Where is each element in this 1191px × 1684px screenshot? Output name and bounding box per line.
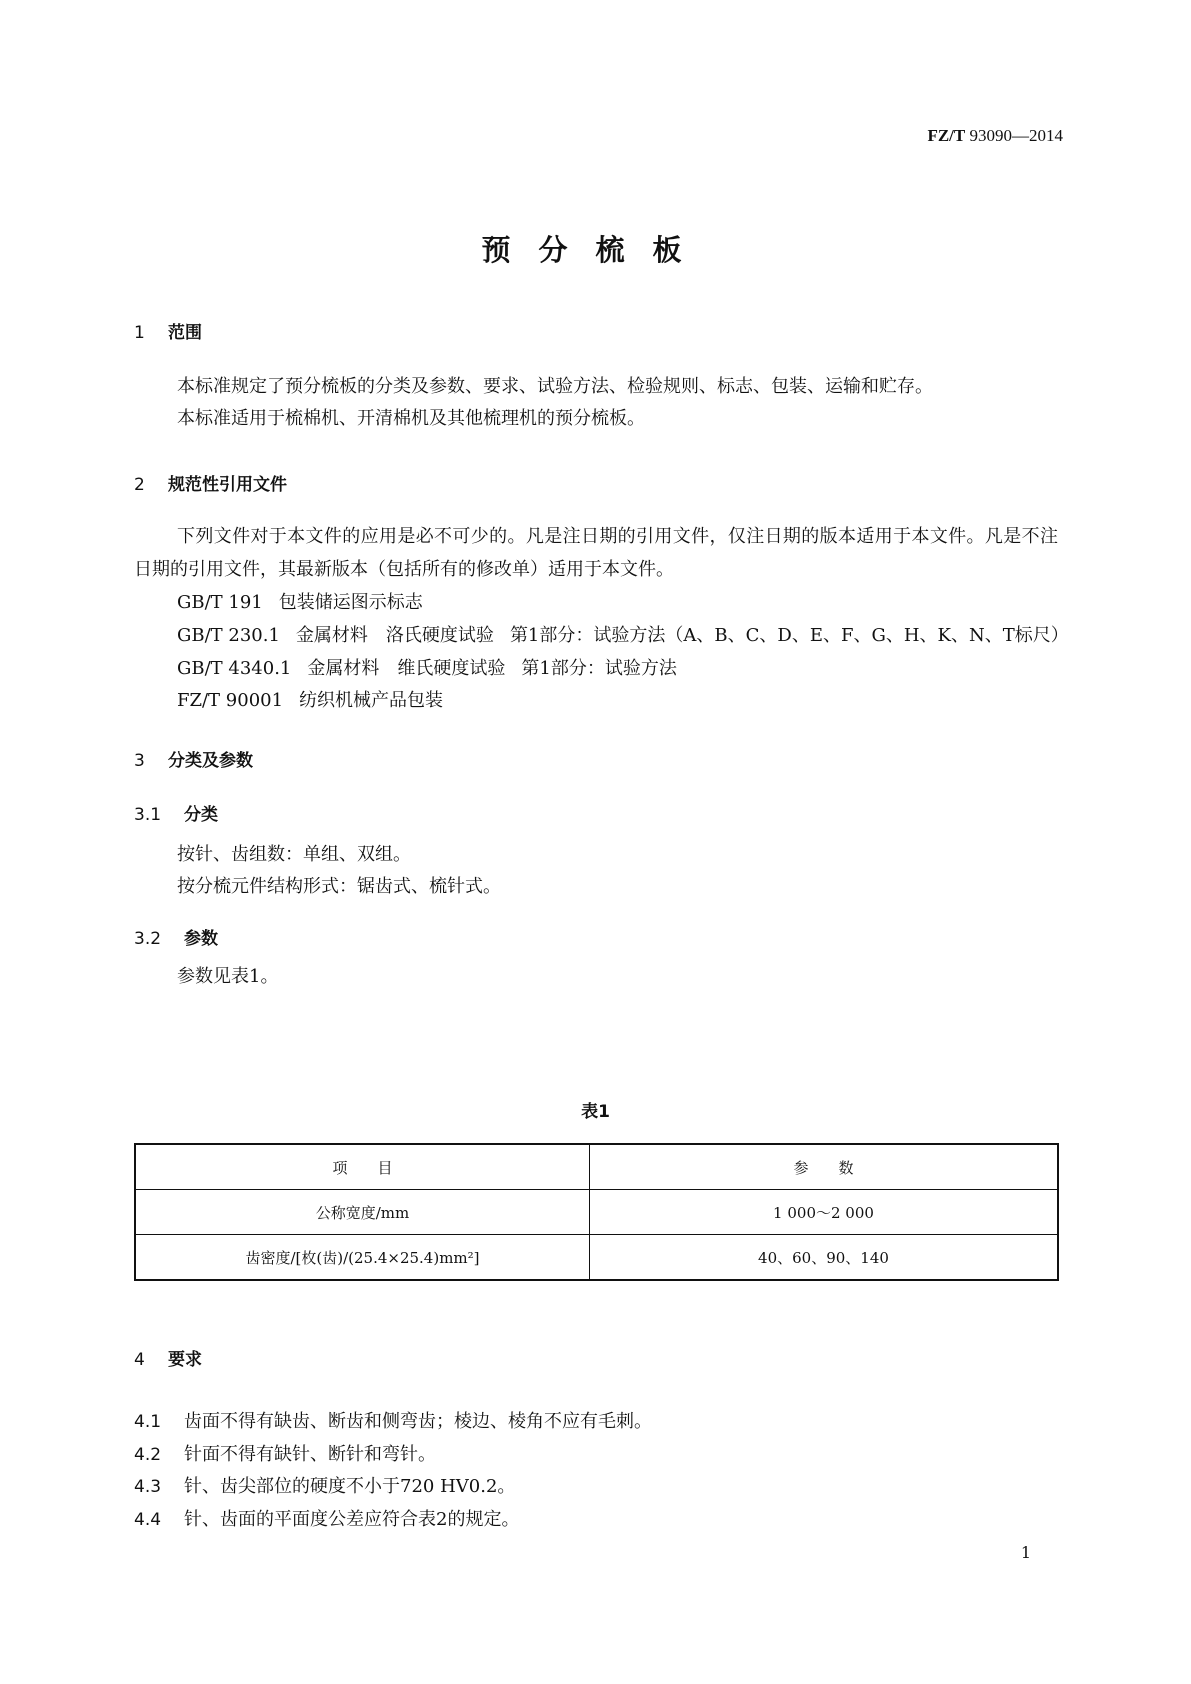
page-number: 1 xyxy=(1020,1543,1031,1562)
requirement-item xyxy=(134,1407,652,1433)
paragraph: 参数见表1。 xyxy=(177,966,279,987)
paragraph: 下列文件对于本文件的应用是必不可少的。凡是注日期的引用文件，仅注日期的版本适用于本文件。凡是不注日期的引用文件，其最新版本（包括所有的修改单）适用于本文件。 xyxy=(134,526,1058,580)
requirement-text: 针、齿面的平面度公差应符合表2的规定。 xyxy=(184,1509,520,1530)
section-number: 4 xyxy=(134,1350,145,1370)
section-3-heading xyxy=(134,746,253,771)
reference-title: 金属材料 洛氏硬度试验 xyxy=(295,625,494,646)
reference-item xyxy=(177,588,423,614)
document-title: 预分梳板 xyxy=(481,233,710,267)
table-row xyxy=(135,1190,1058,1235)
reference-title: 包装储运图示标志 xyxy=(278,592,423,613)
requirement-number: 4.4 xyxy=(134,1510,162,1530)
reference-item xyxy=(177,686,443,712)
table-cell: 1 000～2 000 xyxy=(590,1190,1059,1235)
reference-code: FZ/T 90001 xyxy=(177,690,284,711)
section-number: 3 xyxy=(134,751,145,771)
requirement-text: 针、齿尖部位的硬度不小于720 HV0.2。 xyxy=(184,1476,516,1497)
section-title: 要求 xyxy=(168,1350,202,1370)
requirement-item xyxy=(134,1440,436,1466)
reference-code: GB/T 191 xyxy=(177,592,263,613)
table-cell: 公称宽度/mm xyxy=(135,1190,590,1235)
paragraph: 本标准适用于梳棉机、开清棉机及其他梳理机的预分梳板。 xyxy=(177,408,645,429)
requirement-item xyxy=(134,1472,515,1498)
paragraph: 按针、齿组数：单组、双组。 xyxy=(177,844,411,865)
section-4-heading xyxy=(134,1345,202,1370)
reference-title: 纺织机械产品包装 xyxy=(299,690,444,711)
table-header-cell: 参 数 xyxy=(590,1144,1059,1190)
paragraph: 本标准规定了预分梳板的分类及参数、要求、试验方法、检验规则、标志、包装、运输和贮存。 xyxy=(177,376,933,397)
table-row xyxy=(135,1235,1058,1281)
table-cell: 40、60、90、140 xyxy=(590,1235,1059,1281)
subsection-number: 3.1 xyxy=(134,805,162,825)
requirement-text: 针面不得有缺针、断针和弯针。 xyxy=(184,1444,436,1465)
reference-item xyxy=(177,621,1069,647)
reference-item xyxy=(177,654,677,680)
requirement-text: 齿面不得有缺齿、断齿和侧弯齿；棱边、棱角不应有毛刺。 xyxy=(184,1411,652,1432)
section-2-heading xyxy=(134,470,287,495)
section-title: 规范性引用文件 xyxy=(168,475,287,495)
subsection-3-2-heading xyxy=(134,924,218,949)
reference-part: 第1部分：试验方法（A、B、C、D、E、F、G、H、K、N、T标尺） xyxy=(509,625,1069,646)
section-title: 分类及参数 xyxy=(168,751,253,771)
table-header-row xyxy=(135,1144,1058,1190)
table-caption: 表1 xyxy=(581,1102,610,1122)
requirement-number: 4.1 xyxy=(134,1412,162,1432)
subsection-title: 参数 xyxy=(184,929,218,949)
standard-number xyxy=(927,126,1063,146)
requirement-item xyxy=(134,1505,519,1531)
parameter-table xyxy=(134,1143,1059,1281)
standard-prefix: FZ/T xyxy=(927,126,966,145)
section-title: 范围 xyxy=(168,323,202,343)
section-number: 2 xyxy=(134,475,145,495)
subsection-number: 3.2 xyxy=(134,929,162,949)
standard-code: 93090—2014 xyxy=(969,126,1063,145)
reference-part: 第1部分：试验方法 xyxy=(521,658,677,679)
table-cell: 齿密度/[枚(齿)/(25.4×25.4)mm²] xyxy=(135,1235,590,1281)
paragraph: 按分梳元件结构形式：锯齿式、梳针式。 xyxy=(177,876,501,897)
requirement-number: 4.2 xyxy=(134,1445,162,1465)
section-1-heading xyxy=(134,318,202,343)
requirement-number: 4.3 xyxy=(134,1477,162,1497)
section-number: 1 xyxy=(134,323,145,343)
reference-code: GB/T 230.1 xyxy=(177,625,280,646)
table-header-cell: 项 目 xyxy=(135,1144,590,1190)
subsection-3-1-heading xyxy=(134,800,218,825)
reference-code: GB/T 4340.1 xyxy=(177,658,292,679)
subsection-title: 分类 xyxy=(184,805,218,825)
reference-title: 金属材料 维氏硬度试验 xyxy=(307,658,506,679)
